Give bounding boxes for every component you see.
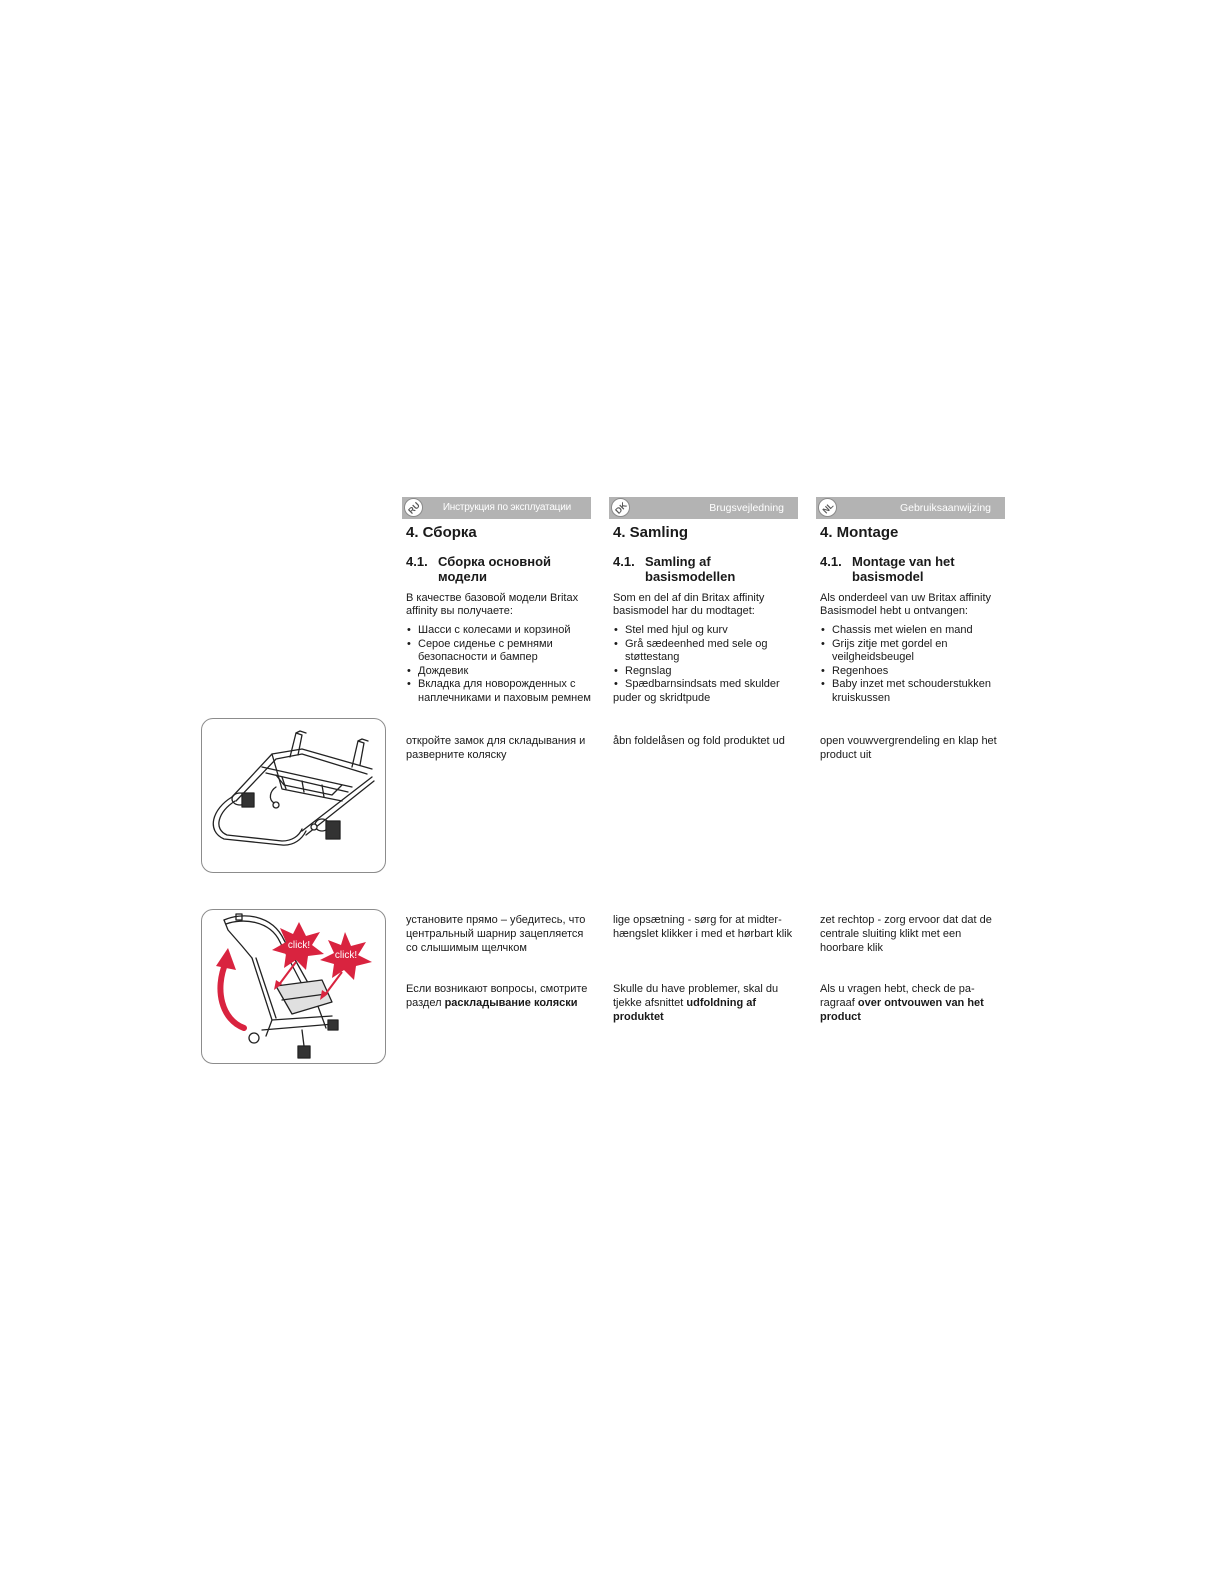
list-item: • Baby inzet met schouderstukken kruiskussen [820, 678, 1005, 705]
list-item-continuation: puder og skridtpude [613, 691, 711, 704]
section-title: 4. Samling [613, 524, 689, 541]
list-item: • Grå sædeenhed med sele og støttestang [613, 638, 798, 665]
click-label-2: click! [334, 950, 358, 961]
language-header-bar [402, 497, 591, 519]
unfold-frame-illustration [201, 718, 386, 873]
help-note [406, 982, 591, 1010]
step-unfold-text: open vouwvergrendeling en klap het product uit [820, 735, 997, 761]
contents-list [406, 624, 591, 706]
help-note-text: Als u vragen hebt, check de pa-ragraaf [820, 983, 975, 1009]
rotate-arrow-curve [220, 962, 244, 1028]
list-item: • Шасси с колесами и корзиной [406, 624, 591, 638]
folded-frame-drawing [202, 719, 387, 874]
section-title: 4. Сборка [406, 524, 477, 541]
help-note-text: Если возникают вопросы, смотрите раздел [406, 983, 588, 1009]
upright-frame-drawing [202, 910, 387, 1065]
language-header-title: Gebruiksaanwijzing [899, 502, 991, 514]
step-upright-text: установите прямо – убедитесь, что центральный шарнир зацепляется со слышимым щелчком [406, 914, 586, 954]
subsection-number: 4.1. [820, 554, 842, 569]
list-item: • Regenhoes [820, 665, 1005, 679]
help-note [613, 982, 798, 1024]
click-label-1: click! [287, 940, 311, 951]
column-ru [405, 497, 591, 1009]
intro-text: Als onderdeel van uw Britax affinity Basismodel hebt u ontvangen: [820, 592, 991, 617]
list-item: • Дождевик [406, 665, 591, 679]
list-item: • Вкладка для новорожденных с наплечниками и паховым ремнем [406, 678, 591, 705]
language-header-bar [609, 497, 798, 519]
help-note-text: Skulle du have problemer, skal du tjekke afsnittet [613, 983, 779, 1009]
subsection-number: 4.1. [613, 554, 635, 569]
subsection-title: Сборка основной модели [438, 554, 552, 584]
language-header-bar [816, 497, 1005, 519]
list-item: • Серое сиденье с ремнями безопасности и бампер [406, 638, 591, 665]
step-unfold-text: откройте замок для складывания и разверните коляску [406, 735, 586, 761]
list-item: • Chassis met wielen en mand [820, 624, 1005, 638]
intro-text: В качестве базовой модели Britax affinity вы получаете: [406, 592, 579, 617]
section-title: 4. Montage [820, 524, 899, 541]
intro-text: Som en del af din Britax affinity basismodel har du modtaget: [613, 592, 765, 617]
subsection-title: Samling af basismodellen [645, 554, 736, 584]
step-upright-text: zet rechtop - zorg ervoor dat dat de centrale sluiting klikt met een hoorbare klik [820, 914, 992, 954]
column-nl [819, 497, 1005, 1023]
subsection-title: Montage van het basismodel [852, 554, 955, 584]
list-item: • Spædbarnsindsats med skulder [613, 678, 798, 692]
upright-click-illustration [201, 909, 386, 1064]
help-note [820, 982, 1005, 1024]
language-badge: DK [607, 494, 634, 521]
help-note-link-text: раскладывание коляски [444, 997, 578, 1009]
step-unfold-text: åbn foldelåsen og fold produktet ud [613, 735, 785, 747]
column-dk [612, 497, 798, 1023]
language-badge: NL [814, 494, 841, 521]
subsection-number: 4.1. [406, 554, 428, 569]
rotate-arrowhead [216, 948, 236, 970]
list-item: • Grijs zitje met gordel en veilgheidsbeugel [820, 638, 1005, 665]
language-header-title: Brugsvejledning [709, 502, 784, 514]
contents-list [613, 624, 798, 706]
list-item: • Regnslag [613, 665, 798, 679]
list-item: • Stel med hjul og kurv [613, 624, 798, 638]
help-note-link-text: udfoldning af produktet [613, 997, 757, 1023]
contents-list [820, 624, 1005, 706]
language-header-title: Инструкция по эксплуатации [442, 502, 571, 513]
help-note-link-text: over ontvouwen van het product [820, 997, 984, 1023]
language-badge: RU [400, 494, 427, 521]
step-upright-text: lige opsætning - sørg for at midter-hængslet klikker i med et hørbart klik [613, 914, 793, 940]
